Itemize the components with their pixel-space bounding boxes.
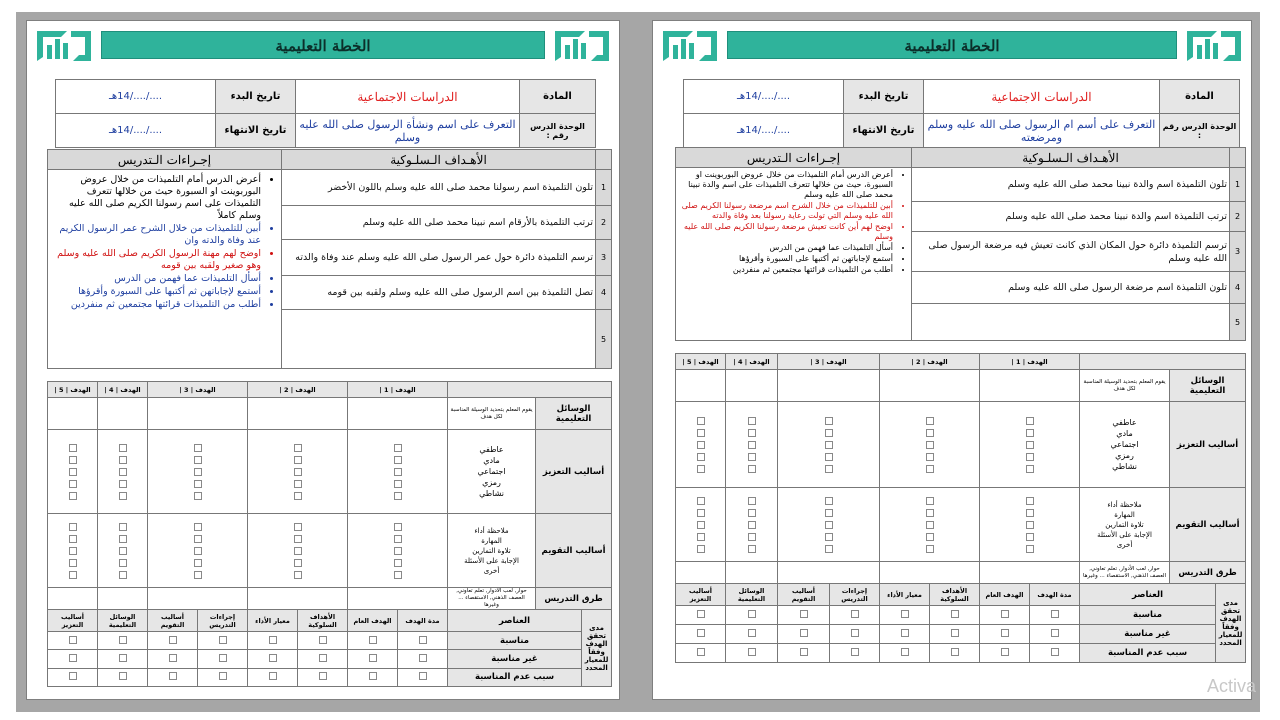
checkbox[interactable] bbox=[697, 545, 705, 553]
reinforce-item: رمزي bbox=[482, 478, 501, 487]
checkbox[interactable] bbox=[69, 636, 77, 644]
checkbox[interactable] bbox=[394, 535, 402, 543]
checkbox[interactable] bbox=[394, 492, 402, 500]
checkbox[interactable] bbox=[119, 571, 127, 579]
reinforce-label: أساليب التعزيز bbox=[536, 430, 612, 514]
procedures-cell bbox=[676, 168, 912, 341]
checkbox[interactable] bbox=[394, 468, 402, 476]
checkbox[interactable] bbox=[697, 648, 705, 656]
row-not-suitable: غير مناسبة bbox=[1080, 625, 1216, 644]
reinforce-item: رمزي bbox=[1115, 451, 1134, 460]
elements-label: العناصر bbox=[1080, 584, 1216, 606]
checkbox[interactable] bbox=[169, 636, 177, 644]
checkbox[interactable] bbox=[169, 672, 177, 680]
checkbox[interactable] bbox=[951, 648, 959, 656]
checkbox[interactable] bbox=[119, 444, 127, 452]
checkbox[interactable] bbox=[69, 672, 77, 680]
procedure-item: • أستمع لإجاباتهن ثم أكتبها على السبورة وأقرؤها bbox=[680, 254, 893, 264]
objective-number: 2 bbox=[1230, 202, 1246, 232]
checkbox[interactable] bbox=[1026, 545, 1034, 553]
procedure-item: • أطلب من التلميذات قرائتها مجتمعين ثم منفردين bbox=[680, 265, 893, 275]
objective-number: 5 bbox=[596, 310, 612, 369]
checkbox[interactable] bbox=[926, 465, 934, 473]
checkbox[interactable] bbox=[294, 559, 302, 567]
checkbox[interactable] bbox=[748, 533, 756, 541]
element-col: أساليب التقويم bbox=[148, 610, 198, 632]
eval-item: ملاحظة أداء bbox=[474, 526, 509, 535]
objective-number: 1 bbox=[596, 170, 612, 206]
procedures-heading: إجـراءات الـتدريس bbox=[676, 148, 912, 168]
eval-item: الإجابة على الأسئلة bbox=[1097, 530, 1152, 539]
element-col: مدة الهدف bbox=[1030, 584, 1080, 606]
checkbox[interactable] bbox=[394, 523, 402, 531]
checkbox[interactable] bbox=[194, 535, 202, 543]
checkbox[interactable] bbox=[926, 509, 934, 517]
checkbox[interactable] bbox=[119, 468, 127, 476]
objectives-table bbox=[675, 147, 1246, 341]
procedure-item: • أسأل التلميذات عما فهمن من الدرس bbox=[680, 243, 893, 253]
eval-item: تلاوة التمارين bbox=[1105, 520, 1144, 529]
plan-page-right bbox=[652, 20, 1252, 700]
objective-text: تلون التلميذة اسم مرضعة الرسول صلى الله عليه وسلم bbox=[912, 272, 1230, 304]
end-date-label: تاريخ الانتهاء bbox=[216, 114, 296, 148]
procedure-item: • أبين للتلميذات من خلال الشرح اسم مرضعة رسولنا الكريم صلى الله عليه وسلم التي تولت رعاية رسولنا بعد وفاة والدته bbox=[680, 201, 893, 221]
checkbox[interactable] bbox=[319, 672, 327, 680]
eval-item: الإجابة على الأسئلة bbox=[464, 556, 519, 565]
eval-item: تلاوة التمارين bbox=[472, 546, 511, 555]
checkbox[interactable] bbox=[748, 429, 756, 437]
reinforce-item: مادي bbox=[483, 456, 500, 465]
objective-text: ترتب التلميذة اسم والدة نبينا محمد صلى الله عليه وسلم bbox=[912, 202, 1230, 232]
procedure-item: • اوضح لهم أين كانت تعيش مرضعة رسولنا الكريم صلى الله عليه وسلم bbox=[680, 222, 893, 242]
activation-watermark: Activa bbox=[1206, 676, 1256, 696]
checkbox[interactable] bbox=[748, 545, 756, 553]
checkbox[interactable] bbox=[119, 636, 127, 644]
objective-number: 1 bbox=[1230, 168, 1246, 202]
checkbox[interactable] bbox=[119, 559, 127, 567]
checkbox[interactable] bbox=[294, 571, 302, 579]
checkbox[interactable] bbox=[1026, 497, 1034, 505]
checkbox[interactable] bbox=[394, 547, 402, 555]
means-label: الوسائل التعليمية bbox=[536, 398, 612, 430]
checkbox[interactable] bbox=[394, 456, 402, 464]
end-date-label: تاريخ الانتهاء bbox=[844, 114, 924, 148]
checkbox[interactable] bbox=[825, 441, 833, 449]
reinforce-label: أساليب التعزيز bbox=[1170, 402, 1246, 488]
eval-item: المهارة bbox=[481, 536, 502, 545]
checkbox[interactable] bbox=[748, 521, 756, 529]
checkbox[interactable] bbox=[926, 545, 934, 553]
checkbox[interactable] bbox=[926, 453, 934, 461]
objective-text: تصل التلميذة بين اسم الرسول صلى الله عليه وسلم ولقبه بين قومه bbox=[282, 276, 596, 310]
checkbox[interactable] bbox=[119, 654, 127, 662]
reinforce-list bbox=[448, 430, 536, 514]
checkbox[interactable] bbox=[1026, 533, 1034, 541]
lesson-number-label: الوحدة الدرس رقم : bbox=[1160, 114, 1240, 148]
subject-label: المادة bbox=[1160, 80, 1240, 114]
element-col: الأهداف السلوكية bbox=[930, 584, 980, 606]
checkbox[interactable] bbox=[69, 535, 77, 543]
checkbox[interactable] bbox=[119, 480, 127, 488]
checkbox[interactable] bbox=[1026, 417, 1034, 425]
checkbox[interactable] bbox=[69, 571, 77, 579]
checkbox[interactable] bbox=[800, 648, 808, 656]
checkbox[interactable] bbox=[69, 468, 77, 476]
procedure-item: • أطلب من التلميذات قرائتها مجتمعين ثم منفردين bbox=[54, 299, 261, 311]
page-header bbox=[659, 25, 1245, 65]
checkbox[interactable] bbox=[1026, 465, 1034, 473]
element-col: أساليب التعزيز bbox=[48, 610, 98, 632]
checkbox[interactable] bbox=[825, 533, 833, 541]
element-col: مدة الهدف bbox=[398, 610, 448, 632]
checkbox[interactable] bbox=[294, 456, 302, 464]
reinforce-item: مادي bbox=[1116, 429, 1133, 438]
checkbox[interactable] bbox=[294, 468, 302, 476]
checkbox[interactable] bbox=[926, 497, 934, 505]
achievement-side-label: مدى تحقق الهدف وفقاً للمعيار المحدد bbox=[582, 610, 612, 687]
checkbox[interactable] bbox=[1001, 629, 1009, 637]
objectives-heading: الأهـداف الـسلـوكية bbox=[282, 150, 596, 170]
achievement-side-label: مدى تحقق الهدف وفقاً للمعيار المحدد bbox=[1216, 584, 1246, 663]
lesson-info-table bbox=[55, 79, 596, 148]
checkbox[interactable] bbox=[697, 417, 705, 425]
objective-text bbox=[282, 310, 596, 369]
checkbox[interactable] bbox=[851, 610, 859, 618]
checkbox[interactable] bbox=[901, 610, 909, 618]
checkbox[interactable] bbox=[825, 453, 833, 461]
checkbox[interactable] bbox=[1026, 429, 1034, 437]
reinforce-item: عاطفي bbox=[1112, 418, 1137, 427]
checkbox[interactable] bbox=[697, 521, 705, 529]
reinforce-item: اجتماعي bbox=[477, 467, 506, 476]
checkbox[interactable] bbox=[748, 441, 756, 449]
document-frame bbox=[16, 12, 1260, 712]
checkbox[interactable] bbox=[419, 672, 427, 680]
row-suitable: مناسبة bbox=[448, 632, 582, 650]
checkbox[interactable] bbox=[1026, 521, 1034, 529]
element-col: معيار الأداء bbox=[248, 610, 298, 632]
objective-text: ترسم التلميذة دائرة حول المكان الذي كانت تعيش فيه مرضعة الرسول صلى الله عليه وسلم bbox=[912, 232, 1230, 272]
checkbox[interactable] bbox=[825, 417, 833, 425]
checkbox[interactable] bbox=[825, 509, 833, 517]
checkbox[interactable] bbox=[69, 547, 77, 555]
checkbox[interactable] bbox=[394, 444, 402, 452]
checkbox[interactable] bbox=[119, 492, 127, 500]
eval-item: المهارة bbox=[1114, 510, 1135, 519]
checkbox[interactable] bbox=[119, 523, 127, 531]
eval-item: أخرى bbox=[1116, 540, 1133, 549]
checkbox[interactable] bbox=[319, 636, 327, 644]
checkbox[interactable] bbox=[69, 444, 77, 452]
goal-column-header: الهدف | 2 | bbox=[248, 382, 348, 398]
checkbox[interactable] bbox=[219, 672, 227, 680]
methods-note: حوار, لعب الأدوار, تعلم تعاوني, العصف الذهني, الاستقصاء ... وغيرها bbox=[448, 588, 536, 610]
eval-list bbox=[448, 514, 536, 588]
checkbox[interactable] bbox=[1026, 441, 1034, 449]
checkbox[interactable] bbox=[219, 636, 227, 644]
checkbox[interactable] bbox=[194, 571, 202, 579]
reinforce-item: اجتماعي bbox=[1110, 440, 1139, 449]
checkbox[interactable] bbox=[1051, 610, 1059, 618]
checkbox[interactable] bbox=[194, 523, 202, 531]
procedure-item: • أستمع لإجاباتهن ثم أكتبها على السبورة وأقرؤها bbox=[54, 286, 261, 298]
checkbox[interactable] bbox=[294, 535, 302, 543]
checkbox[interactable] bbox=[825, 521, 833, 529]
objective-number: 4 bbox=[596, 276, 612, 310]
page-title: الخطة التعليمية bbox=[904, 37, 1000, 55]
checkbox[interactable] bbox=[748, 417, 756, 425]
checkbox[interactable] bbox=[1026, 509, 1034, 517]
element-col: أساليب التقويم bbox=[778, 584, 830, 606]
checkbox[interactable] bbox=[194, 444, 202, 452]
checkbox[interactable] bbox=[1051, 629, 1059, 637]
goal-column-header: الهدف | 4 | bbox=[726, 354, 778, 370]
subject-label: المادة bbox=[520, 80, 596, 114]
means-note: يقوم المعلم بتحديد الوسيلة المناسبة لكل هدف bbox=[448, 398, 536, 430]
logo-icon bbox=[33, 27, 95, 63]
checkbox[interactable] bbox=[697, 497, 705, 505]
checkbox[interactable] bbox=[825, 497, 833, 505]
start-date-label: تاريخ البدء bbox=[216, 80, 296, 114]
checkbox[interactable] bbox=[697, 429, 705, 437]
element-col: الهدف العام bbox=[348, 610, 398, 632]
checkbox[interactable] bbox=[697, 509, 705, 517]
checkbox[interactable] bbox=[294, 444, 302, 452]
goal-column-header: الهدف | 5 | bbox=[48, 382, 98, 398]
checkbox[interactable] bbox=[119, 535, 127, 543]
reinforce-item: نشاطي bbox=[1112, 462, 1137, 471]
checkbox[interactable] bbox=[697, 610, 705, 618]
checkbox[interactable] bbox=[926, 441, 934, 449]
eval-item: ملاحظة أداء bbox=[1107, 500, 1142, 509]
checkbox[interactable] bbox=[394, 571, 402, 579]
checkbox[interactable] bbox=[219, 654, 227, 662]
checkbox[interactable] bbox=[697, 533, 705, 541]
element-col: إجراءات التدريس bbox=[198, 610, 248, 632]
checkbox[interactable] bbox=[194, 480, 202, 488]
checkbox[interactable] bbox=[926, 417, 934, 425]
checkbox[interactable] bbox=[69, 456, 77, 464]
row-not-suitable: غير مناسبة bbox=[448, 650, 582, 668]
procedure-item: • أعرض الدرس أمام التلميذات من خلال عروض البوربوينت او السبورة، حيث من خلالها تتعرف التلميذات على اسم والدة نبينا محمد صلى الله عليه وسلم bbox=[680, 170, 893, 200]
objective-text bbox=[912, 304, 1230, 341]
element-col: أساليب التعزيز bbox=[676, 584, 726, 606]
checkbox[interactable] bbox=[294, 523, 302, 531]
checkbox[interactable] bbox=[369, 636, 377, 644]
objectives-heading: الأهـداف الـسلـوكية bbox=[912, 148, 1230, 168]
means-note: يقوم المعلم بتحديد الوسيلة المناسبة لكل هدف bbox=[1080, 370, 1170, 402]
checkbox[interactable] bbox=[951, 610, 959, 618]
checkbox[interactable] bbox=[194, 456, 202, 464]
checkbox[interactable] bbox=[419, 636, 427, 644]
row-reason: سبب عدم المناسبة bbox=[448, 668, 582, 686]
checkbox[interactable] bbox=[926, 533, 934, 541]
objective-text: تلون التلميذة اسم والدة نبينا محمد صلى الله عليه وسلم bbox=[912, 168, 1230, 202]
goal-column-header: الهدف | 3 | bbox=[778, 354, 880, 370]
logo-icon bbox=[551, 27, 613, 63]
eval-label: أساليب التقويم bbox=[1170, 488, 1246, 562]
checkbox[interactable] bbox=[1001, 610, 1009, 618]
checkbox[interactable] bbox=[369, 654, 377, 662]
checkbox[interactable] bbox=[697, 441, 705, 449]
checkbox[interactable] bbox=[748, 509, 756, 517]
checkbox[interactable] bbox=[194, 492, 202, 500]
checkbox[interactable] bbox=[169, 654, 177, 662]
objective-text: ترتب التلميذة بالأرقام اسم نبينا محمد صلى الله عليه وسلم bbox=[282, 206, 596, 240]
checkbox[interactable] bbox=[269, 654, 277, 662]
row-suitable: مناسبة bbox=[1080, 606, 1216, 625]
objective-number: 4 bbox=[1230, 272, 1246, 304]
checkbox[interactable] bbox=[748, 497, 756, 505]
start-date-value: ..../..../14هـ bbox=[56, 80, 216, 114]
checkbox[interactable] bbox=[369, 672, 377, 680]
procedures-cell bbox=[48, 170, 282, 369]
logo-icon bbox=[659, 27, 721, 63]
checkbox[interactable] bbox=[697, 453, 705, 461]
goal-column-header: الهدف | 1 | bbox=[348, 382, 448, 398]
subject-value: الدراسات الاجتماعية bbox=[924, 80, 1160, 114]
element-col: الوسائل التعليمية bbox=[726, 584, 778, 606]
checkbox[interactable] bbox=[748, 648, 756, 656]
title-bar bbox=[727, 31, 1177, 59]
goal-column-header: الهدف | 1 | bbox=[980, 354, 1080, 370]
checkbox[interactable] bbox=[851, 629, 859, 637]
methods-label: طرق التدريس bbox=[1170, 562, 1246, 584]
checkbox[interactable] bbox=[394, 480, 402, 488]
checkbox[interactable] bbox=[1051, 648, 1059, 656]
start-date-label: تاريخ البدء bbox=[844, 80, 924, 114]
eval-list bbox=[1080, 488, 1170, 562]
means-label: الوسائل التعليمية bbox=[1170, 370, 1246, 402]
row-reason: سبب عدم المناسبة bbox=[1080, 644, 1216, 663]
checkbox[interactable] bbox=[294, 547, 302, 555]
goal-column-header: الهدف | 3 | bbox=[148, 382, 248, 398]
checkbox[interactable] bbox=[69, 654, 77, 662]
element-col: إجراءات التدريس bbox=[830, 584, 880, 606]
methods-label: طرق التدريس bbox=[536, 588, 612, 610]
objective-number: 3 bbox=[596, 240, 612, 276]
checkbox[interactable] bbox=[294, 480, 302, 488]
checkbox[interactable] bbox=[69, 480, 77, 488]
methods-note: حوار, لعب الأدوار, تعلم تعاوني, العصف الذهني, الاستقصاء ... وغيرها bbox=[1080, 562, 1170, 584]
element-col: الوسائل التعليمية bbox=[98, 610, 148, 632]
procedure-item: • أبين للتلميذات من خلال الشرح عمر الرسول الكريم عند وفاة والدته وان bbox=[54, 223, 261, 247]
checkbox[interactable] bbox=[851, 648, 859, 656]
plan-page-left bbox=[26, 20, 620, 700]
reinforce-item: نشاطي bbox=[479, 489, 504, 498]
checkbox[interactable] bbox=[119, 547, 127, 555]
checkbox[interactable] bbox=[825, 465, 833, 473]
checkbox[interactable] bbox=[119, 672, 127, 680]
subject-value: الدراسات الاجتماعية bbox=[296, 80, 520, 114]
checkbox[interactable] bbox=[194, 559, 202, 567]
procedure-item: • اوضح لهم مهنة الرسول الكريم صلى الله عليه وسلم وهو صغير ولقبه بين قومه bbox=[54, 248, 261, 272]
goal-column-header: الهدف | 4 | bbox=[98, 382, 148, 398]
checkbox[interactable] bbox=[825, 545, 833, 553]
eval-label: أساليب التقويم bbox=[536, 514, 612, 588]
procedures-heading: إجـراءات الـتدريس bbox=[48, 150, 282, 170]
objective-number: 2 bbox=[596, 206, 612, 240]
goal-column-header: الهدف | 5 | bbox=[676, 354, 726, 370]
checkbox[interactable] bbox=[825, 429, 833, 437]
end-date-value: ..../..../14هـ bbox=[684, 114, 844, 148]
element-col: الهدف العام bbox=[980, 584, 1030, 606]
checkbox[interactable] bbox=[194, 468, 202, 476]
objective-text: ترسم التلميذة دائرة حول عمر الرسول صلى الله عليه وسلم عند وفاة والدته bbox=[282, 240, 596, 276]
page-header bbox=[33, 25, 613, 65]
checkbox[interactable] bbox=[901, 629, 909, 637]
objective-number: 5 bbox=[1230, 304, 1246, 341]
checkbox[interactable] bbox=[800, 610, 808, 618]
reinforce-list bbox=[1080, 402, 1170, 488]
start-date-value: ..../..../14هـ bbox=[684, 80, 844, 114]
checkbox[interactable] bbox=[800, 629, 808, 637]
checkbox[interactable] bbox=[748, 629, 756, 637]
checkbox[interactable] bbox=[394, 559, 402, 567]
procedure-item: • أعرض الدرس أمام التلميذات من خلال عروض البوربوينت او السبورة حيث من خلالها تتعرف التلميذات على اسم رسولنا الكريم صلى الله عليه وسلم كاملاً bbox=[54, 174, 261, 222]
checkbox[interactable] bbox=[119, 456, 127, 464]
checkbox[interactable] bbox=[697, 629, 705, 637]
lesson-number-label: الوحدة الدرس رقم : bbox=[520, 114, 596, 148]
checkbox[interactable] bbox=[951, 629, 959, 637]
checkbox[interactable] bbox=[319, 654, 327, 662]
checkbox[interactable] bbox=[901, 648, 909, 656]
reinforce-item: عاطفي bbox=[479, 445, 504, 454]
page-title: الخطة التعليمية bbox=[275, 37, 371, 55]
checkbox[interactable] bbox=[269, 672, 277, 680]
eval-item: أخرى bbox=[483, 566, 500, 575]
checkbox[interactable] bbox=[69, 559, 77, 567]
goal-column-header: الهدف | 2 | bbox=[880, 354, 980, 370]
element-col: معيار الأداء bbox=[880, 584, 930, 606]
checkbox[interactable] bbox=[269, 636, 277, 644]
checkbox[interactable] bbox=[926, 521, 934, 529]
checkbox[interactable] bbox=[1026, 453, 1034, 461]
elements-label: العناصر bbox=[448, 610, 582, 632]
checkbox[interactable] bbox=[419, 654, 427, 662]
checkbox[interactable] bbox=[294, 492, 302, 500]
lesson-info-table bbox=[683, 79, 1240, 148]
objective-text: تلون التلميذة اسم رسولنا محمد صلى الله عليه وسلم باللون الأخضر bbox=[282, 170, 596, 206]
logo-icon bbox=[1183, 27, 1245, 63]
checkbox[interactable] bbox=[748, 453, 756, 461]
procedure-item: • أسأل التلميذات عما فهمن من الدرس bbox=[54, 273, 261, 285]
end-date-value: ..../..../14هـ bbox=[56, 114, 216, 148]
checkbox[interactable] bbox=[1001, 648, 1009, 656]
checkbox[interactable] bbox=[69, 523, 77, 531]
checkbox[interactable] bbox=[926, 429, 934, 437]
checkbox[interactable] bbox=[194, 547, 202, 555]
lesson-topic: التعرف على أسم ام الرسول صلى الله عليه وسلم ومرضعته bbox=[924, 114, 1160, 148]
element-col: الأهداف السلوكية bbox=[298, 610, 348, 632]
checkbox[interactable] bbox=[748, 610, 756, 618]
checkbox[interactable] bbox=[697, 465, 705, 473]
evaluation-grid bbox=[47, 381, 612, 687]
checkbox[interactable] bbox=[748, 465, 756, 473]
title-bar bbox=[101, 31, 545, 59]
objective-number: 3 bbox=[1230, 232, 1246, 272]
evaluation-grid bbox=[675, 353, 1246, 663]
lesson-topic: التعرف على اسم ونشأة الرسول صلى الله عليه وسلم bbox=[296, 114, 520, 148]
checkbox[interactable] bbox=[69, 492, 77, 500]
objectives-table bbox=[47, 149, 612, 369]
